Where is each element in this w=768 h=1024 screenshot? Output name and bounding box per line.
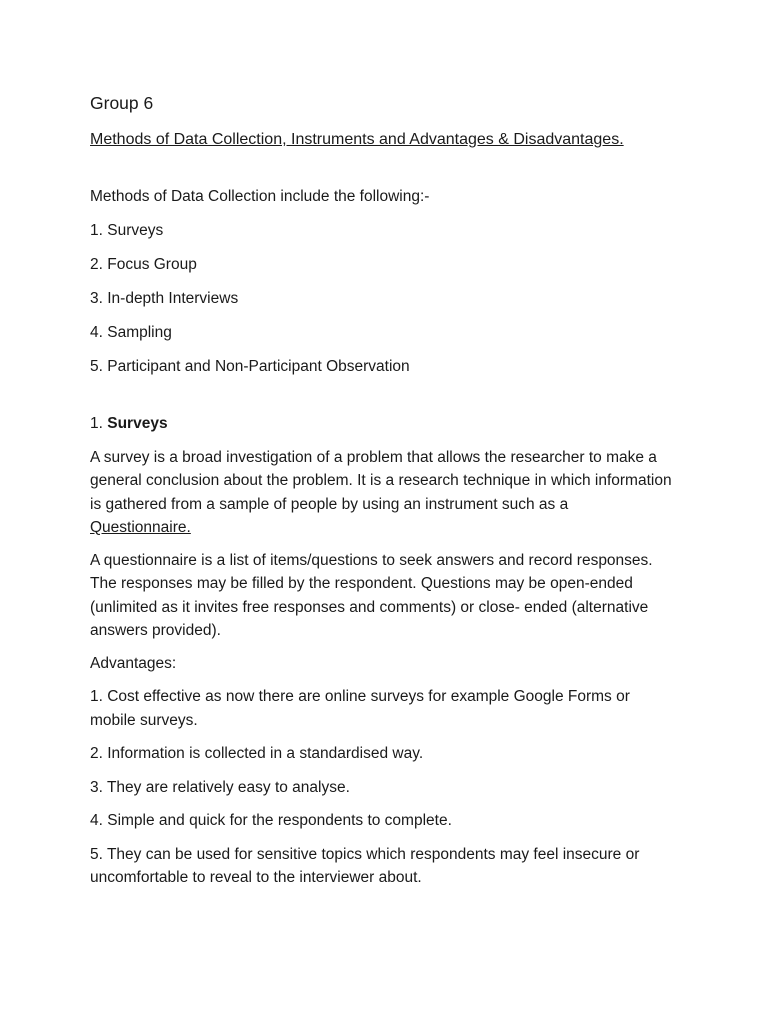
questionnaire-term: Questionnaire. (90, 519, 191, 536)
advantages-label: Advantages: (90, 654, 177, 672)
advantage-item: 5. They can be used for sensitive topics which respondents may feel insecure or uncomfortable to reveal to the interviewer about. (90, 845, 640, 886)
survey-definition-paragraph (90, 446, 678, 540)
document-title: Methods of Data Collection, Instruments and Advantages & Disadvantages. (90, 130, 624, 148)
method-item: 1. Surveys (90, 221, 164, 239)
survey-definition-text: A survey is a broad investigation of a problem that allows the researcher to make a general conclusion about the problem. It is a research technique in which information is gathered from a sample of people by using an instrument such as a (90, 448, 672, 513)
methods-list (90, 219, 678, 379)
method-item: 5. Participant and Non-Participant Observation (90, 357, 410, 375)
group-title: Group 6 (90, 93, 154, 113)
section-title: Surveys (107, 415, 168, 432)
method-item: 4. Sampling (90, 323, 172, 341)
method-item: 3. In-depth Interviews (90, 289, 239, 307)
advantages-list (90, 685, 678, 890)
advantage-item: 1. Cost effective as now there are online surveys for example Google Forms or mobile surveys. (90, 688, 630, 729)
section-number: 1. (90, 415, 103, 432)
advantage-item: 2. Information is collected in a standardised way. (90, 745, 424, 762)
section-heading (90, 412, 678, 436)
methods-intro: Methods of Data Collection include the following:- (90, 188, 430, 205)
method-item: 2. Focus Group (90, 255, 197, 273)
questionnaire-paragraph: A questionnaire is a list of items/questions to seek answers and record responses. The responses may be filled by the respondent. Questions may be open-ended (unlimited as it invites free responses and comments) or close- ended (alternative answers provided). (90, 551, 653, 639)
advantage-item: 4. Simple and quick for the respondents to complete. (90, 812, 452, 829)
advantage-item: 3. They are relatively easy to analyse. (90, 778, 350, 796)
